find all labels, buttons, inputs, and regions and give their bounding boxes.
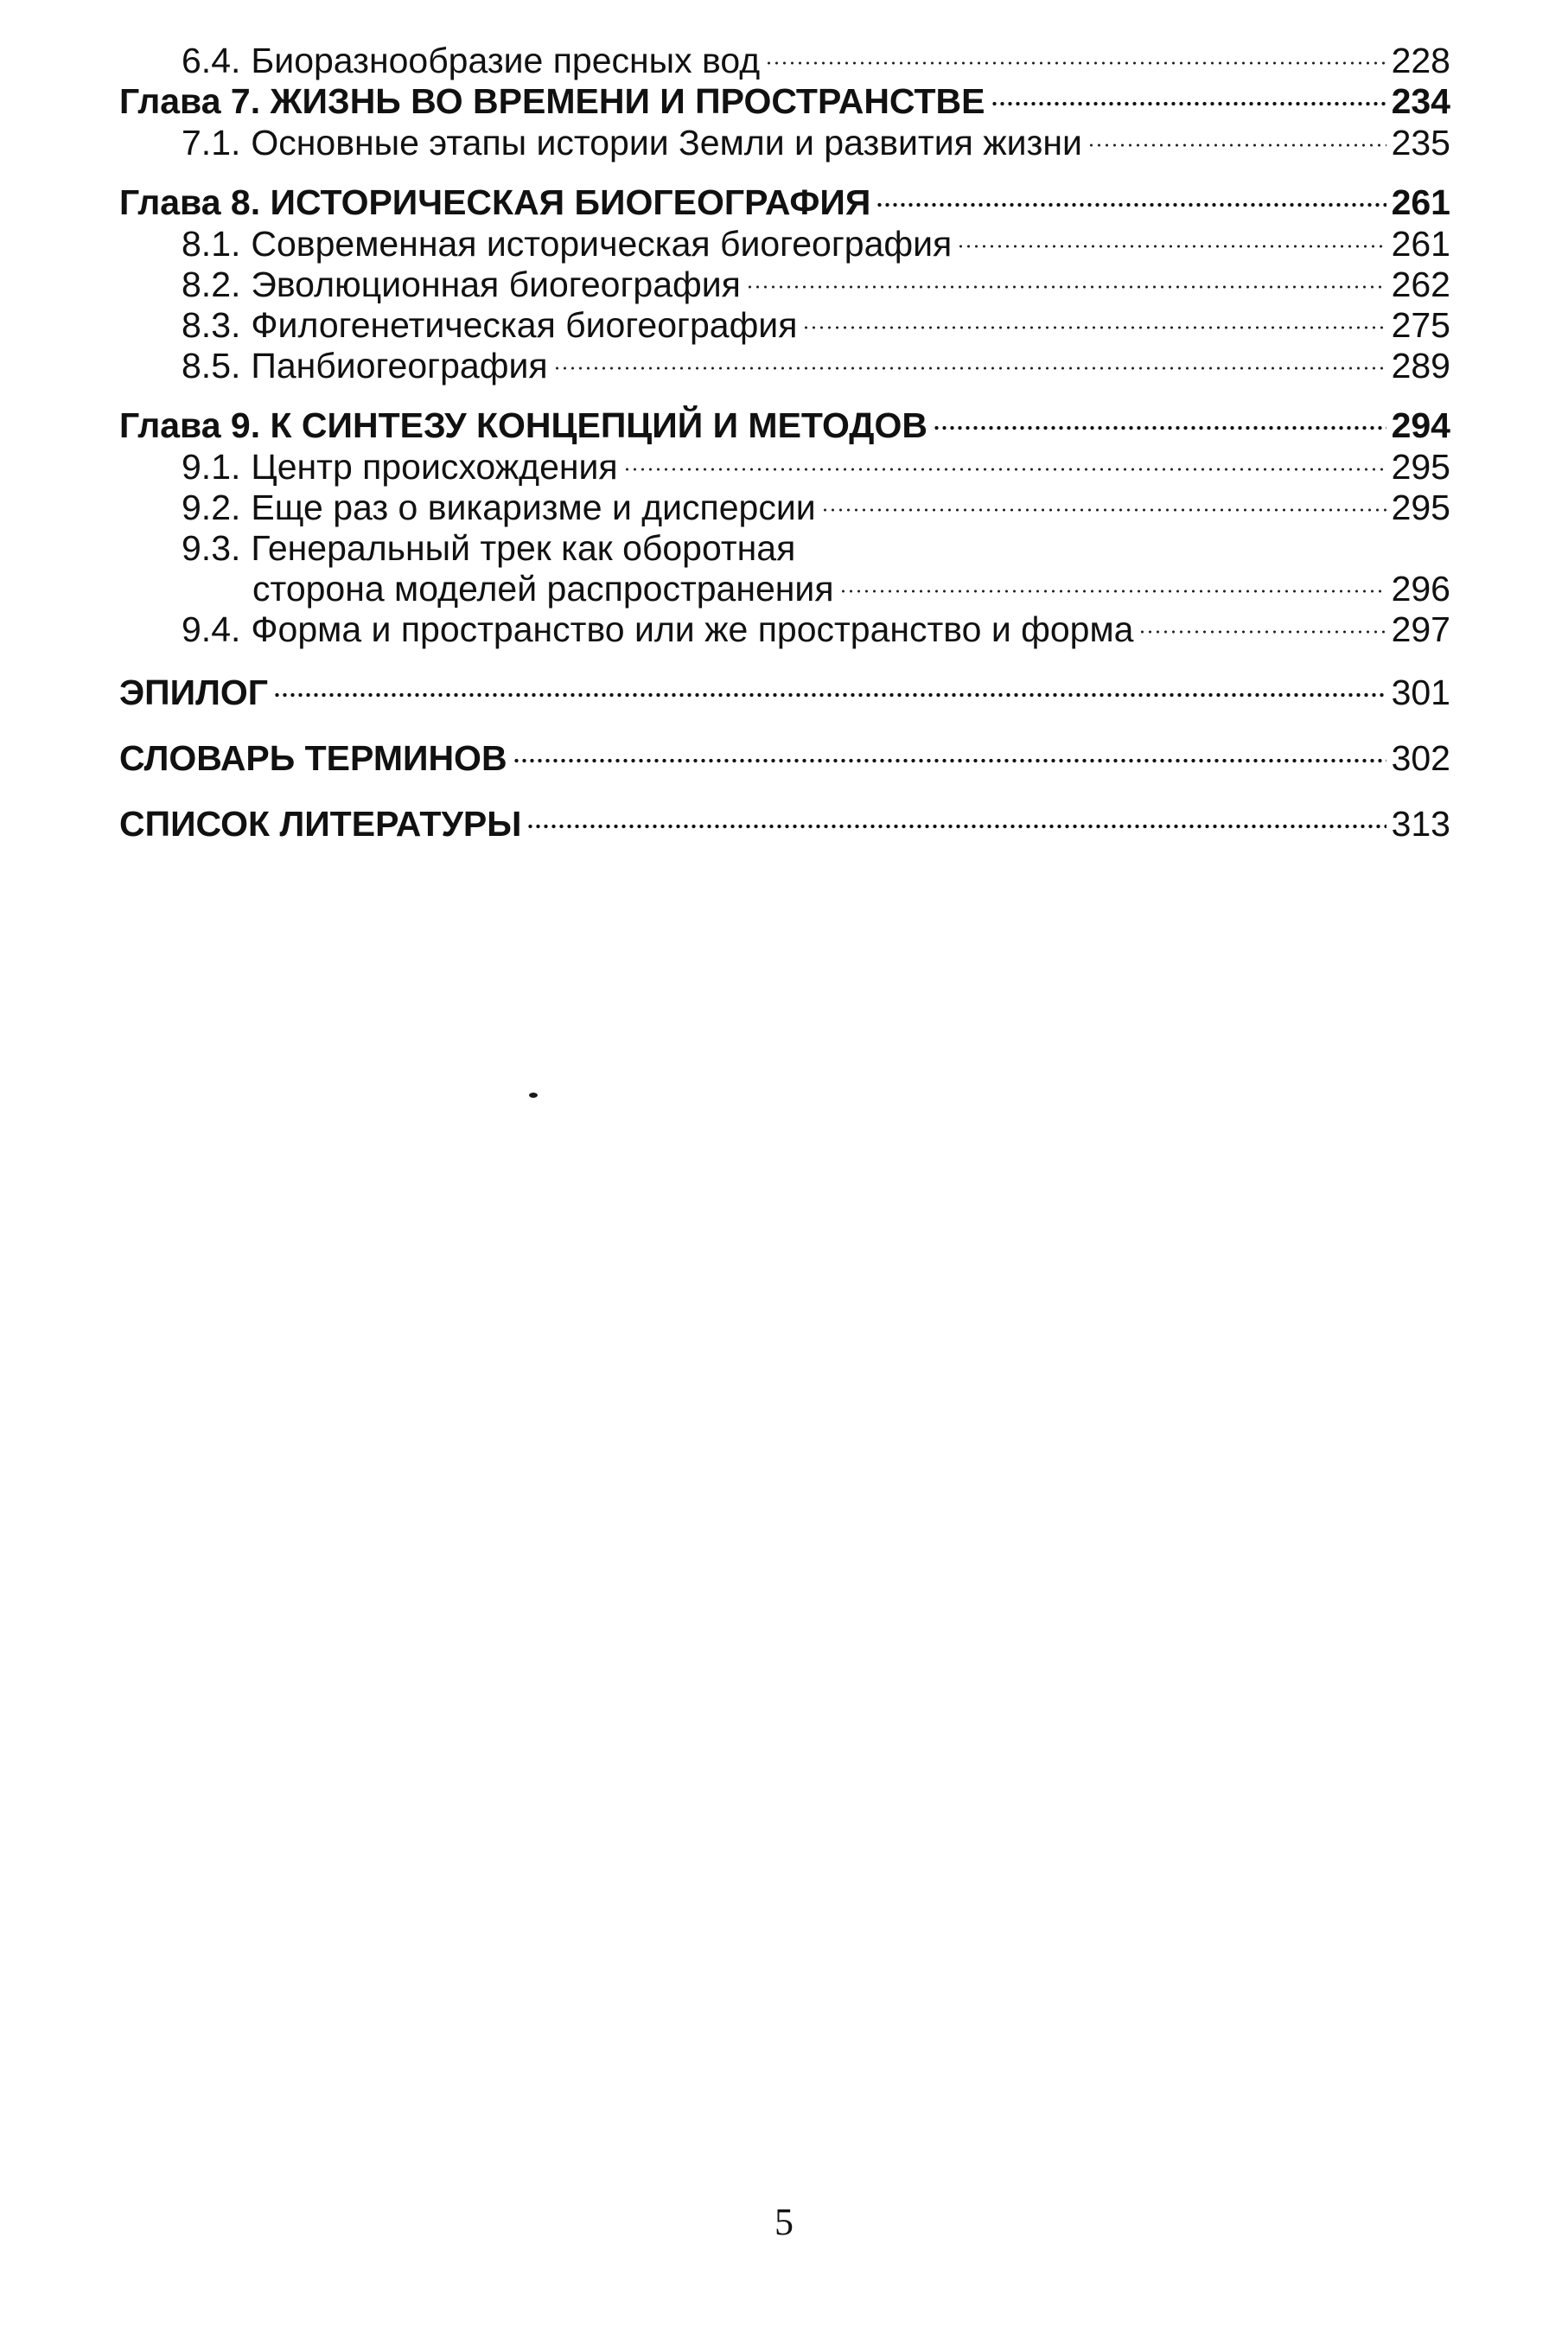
toc-entry-9-3[interactable] [119, 527, 1450, 609]
dot-leader [746, 284, 1386, 290]
toc-entry-number: 9.2. [182, 488, 241, 527]
dot-leader [526, 824, 1386, 829]
toc-entry-number: 8.3. [182, 305, 241, 345]
section-title: СЛОВАРЬ ТЕРМИНОВ [119, 738, 507, 778]
toc-entry-9-2[interactable] [119, 487, 1450, 527]
toc-chapter-9[interactable] [119, 405, 1450, 446]
toc-entry-title: Панбиогеография [251, 346, 548, 386]
toc-entry-8-3[interactable] [119, 304, 1450, 345]
chapter-title: Глава 7. ЖИЗНЬ ВО ВРЕМЕНИ И ПРОСТРАНСТВЕ [119, 81, 985, 121]
toc-entry-page: 228 [1391, 41, 1450, 80]
toc-entry-page: 296 [1391, 569, 1450, 609]
toc-entry-number: 8.5. [182, 346, 241, 386]
toc-entry-page: 262 [1391, 265, 1450, 304]
dot-leader [957, 244, 1386, 249]
chapter-page: 294 [1391, 405, 1450, 445]
toc-entry-page: 297 [1391, 609, 1450, 649]
dot-leader [513, 758, 1386, 763]
chapter-page: 234 [1391, 81, 1450, 121]
toc-entry-page: 235 [1391, 123, 1450, 163]
section-title: ЭПИЛОГ [119, 673, 269, 712]
toc-references[interactable] [119, 803, 1450, 846]
toc-entry-title-line1: Генеральный трек как оборотная [251, 528, 796, 568]
dot-leader [1138, 629, 1386, 634]
chapter-title: Глава 9. К СИНТЕЗУ КОНЦЕПЦИЙ И МЕТОДОВ [119, 405, 928, 445]
toc-entry-title: Филогенетическая биогеография [251, 305, 798, 345]
toc-entry-page: 295 [1391, 447, 1450, 487]
toc-entry-title: Еще раз о викаризме и дисперсии [251, 488, 816, 527]
toc-entry-line2 [182, 568, 1450, 609]
section-page: 302 [1391, 738, 1450, 778]
toc-entry-line1 [182, 527, 1450, 568]
toc-entry-number: 9.1. [182, 447, 241, 487]
page-number: 5 [774, 2201, 794, 2243]
toc-entry-page: 261 [1391, 224, 1450, 264]
toc-entry-number: 9.4. [182, 609, 241, 649]
chapter-title: Глава 8. ИСТОРИЧЕСКАЯ БИОГЕОГРАФИЯ [119, 182, 871, 222]
toc-entry-number: 6.4. [182, 41, 241, 80]
toc-entry-page: 289 [1391, 346, 1450, 386]
dot-leader [802, 325, 1386, 330]
dot-leader [765, 61, 1386, 66]
toc-entry-title-line2: сторона моделей распространения [252, 569, 834, 609]
toc-entry-title: Форма и пространство или же пространство и форма [251, 609, 1134, 649]
toc-entry-title: Центр происхождения [251, 447, 618, 487]
chapter-page: 261 [1391, 182, 1450, 222]
toc-glossary[interactable] [119, 737, 1450, 781]
toc-entry-number: 8.1. [182, 224, 241, 264]
dot-leader [991, 101, 1386, 106]
toc-chapter-7[interactable] [119, 80, 1450, 122]
toc-entry-8-5[interactable] [119, 345, 1450, 386]
toc-entry-number: 7.1. [182, 123, 241, 163]
toc-entry-number: 9.3. [182, 528, 241, 568]
toc-entry-6-4[interactable] [119, 40, 1450, 80]
section-page: 313 [1391, 804, 1450, 844]
table-of-contents [119, 40, 1450, 846]
dot-leader [876, 202, 1386, 207]
section-title: СПИСОК ЛИТЕРАТУРЫ [119, 804, 522, 844]
toc-entry-9-1[interactable] [119, 446, 1450, 487]
toc-entry-8-2[interactable] [119, 264, 1450, 304]
toc-entry-title: Эволюционная биогеография [251, 265, 741, 304]
toc-entry-page: 275 [1391, 305, 1450, 345]
dot-leader [1087, 143, 1386, 148]
dot-leader [553, 366, 1386, 371]
toc-entry-9-4[interactable] [119, 609, 1450, 649]
dot-leader [623, 467, 1386, 472]
toc-entry-number: 8.2. [182, 265, 241, 304]
toc-entry-title: Современная историческая биогеография [251, 224, 953, 264]
toc-entry-8-1[interactable] [119, 223, 1450, 264]
ink-speck [529, 1093, 538, 1098]
dot-leader [933, 425, 1386, 430]
toc-epilog[interactable] [119, 672, 1450, 715]
toc-entry-title: Основные этапы истории Земли и развития жизни [251, 123, 1082, 163]
dot-leader [839, 589, 1386, 594]
toc-chapter-8[interactable] [119, 182, 1450, 223]
toc-entry-title: Биоразнообразие пресных вод [251, 41, 761, 80]
toc-entry-7-1[interactable] [119, 122, 1450, 163]
dot-leader [821, 507, 1386, 513]
toc-entry-page: 295 [1391, 488, 1450, 527]
dot-leader [273, 692, 1386, 698]
section-page: 301 [1391, 673, 1450, 712]
